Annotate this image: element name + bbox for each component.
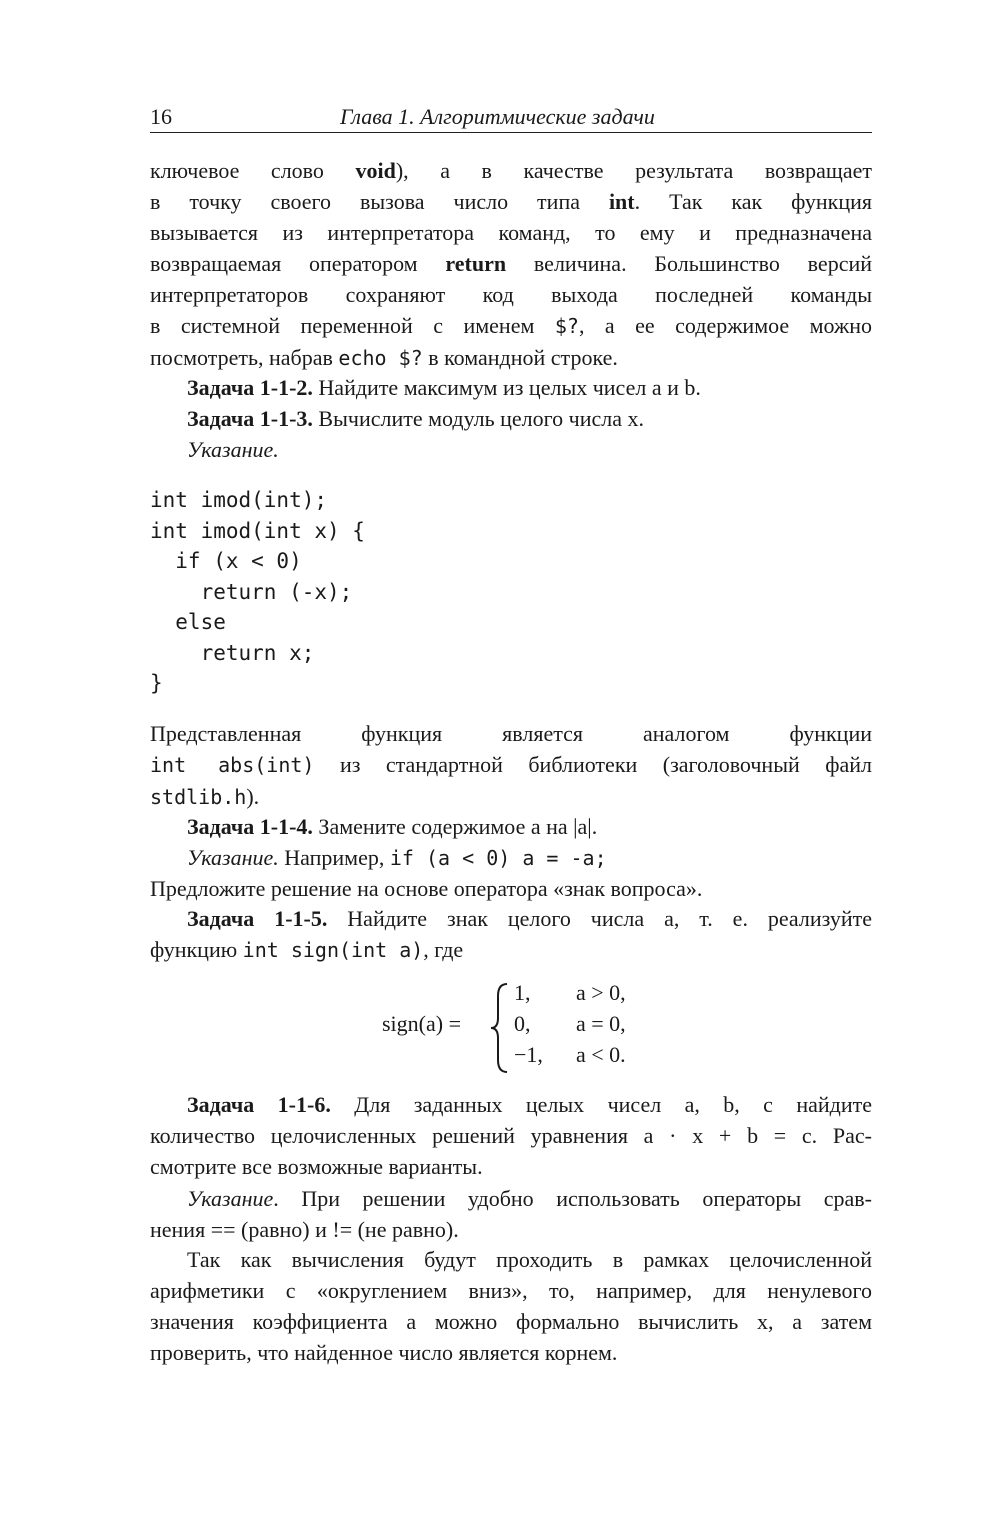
task-1-1-5: Задача 1-1-5. Найдите знак целого числа a, т. е. реализуйте функцию int sign(int a), где <box>150 906 872 962</box>
code-inline-sign: int sign(int a) <box>242 938 424 962</box>
case-value: 1, <box>514 980 531 1005</box>
case-condition: a = 0, <box>576 1011 626 1036</box>
task-1-1-4: Задача 1-1-4. Замените содержимое a на |a|. <box>187 814 598 839</box>
code-listing-imod: int imod(int); int imod(int x) { if (x < 0) return (-x); else return x; } <box>150 488 365 695</box>
hint-label: Указание. <box>187 437 279 462</box>
formula-lhs: sign(a) = <box>382 1011 461 1036</box>
keyword-int: int <box>608 189 635 214</box>
paragraph-continuation: ключевое слово void), а в качестве результата возвращает в точку своего вызова число типа int. Так как функция вызывается из интерпретатора команд, то ему и предназначена возвращаемая оператором return величина. Большинство версий интерпретаторов сохраняют код выхода последней команды в системной переменной с именем $?, а ее содержимое можно посмотреть, набрав echo $? в командной строке. <box>150 158 873 370</box>
chapter-title: Глава 1. Алгоритмические задачи <box>340 104 655 129</box>
echo-command: echo $? <box>338 346 423 370</box>
task-1-1-4-note: Предложите решение на основе оператора «знак вопроса». <box>150 876 703 901</box>
task-1-1-6: Задача 1-1-6. Для заданных целых чисел a, b, c найдите количество целочисленных решений уравнения a · x + b = c. Рас- смотрите все возможные варианты. <box>150 1092 872 1179</box>
keyword-void: void <box>355 158 396 183</box>
code-inline-if: if (a < 0) a = -a; <box>389 846 607 870</box>
sign-formula <box>382 980 682 1072</box>
page-number: 16 <box>150 104 172 129</box>
paragraph-final: Так как вычисления будут проходить в рамках целочисленной арифметики с «округлением вниз», то, например, для ненулевого значения коэффициента a можно формально вычислить x, а затем проверить, что найденное число является корнем. <box>150 1247 872 1365</box>
case-value: −1, <box>514 1042 543 1067</box>
task-1-1-6-hint: Указание. При решении удобно использовать операторы срав- нения == (равно) и != (не равно). <box>150 1186 872 1242</box>
case-condition: a < 0. <box>576 1042 626 1067</box>
task-label: Задача 1-1-5. <box>187 906 328 931</box>
case-value: 0, <box>514 1011 531 1036</box>
variable-name: $? <box>554 314 579 338</box>
code-inline-stdlib: stdlib.h <box>150 785 247 809</box>
task-1-1-3: Задача 1-1-3. Вычислите модуль целого числа x. <box>187 406 644 431</box>
task-1-1-4-hint: Указание. Например, if (a < 0) a = -a; <box>187 845 607 870</box>
code-inline-abs: int abs(int) <box>150 753 315 777</box>
left-brace-icon <box>489 982 509 1074</box>
task-label: Задача 1-1-4. <box>187 814 313 839</box>
task-label: Задача 1-1-3. <box>187 406 313 431</box>
keyword-return: return <box>445 251 507 276</box>
task-1-1-2: Задача 1-1-2. Найдите максимум из целых чисел a и b. <box>187 375 701 400</box>
running-header <box>150 100 872 133</box>
paragraph-abs: Представленная функция является аналогом функции int abs(int) из стандартной библиотеки (заголовочный файл stdlib.h). <box>150 721 872 809</box>
task-label: Задача 1-1-2. <box>187 375 313 400</box>
case-condition: a > 0, <box>576 980 626 1005</box>
task-label: Задача 1-1-6. <box>187 1092 331 1117</box>
